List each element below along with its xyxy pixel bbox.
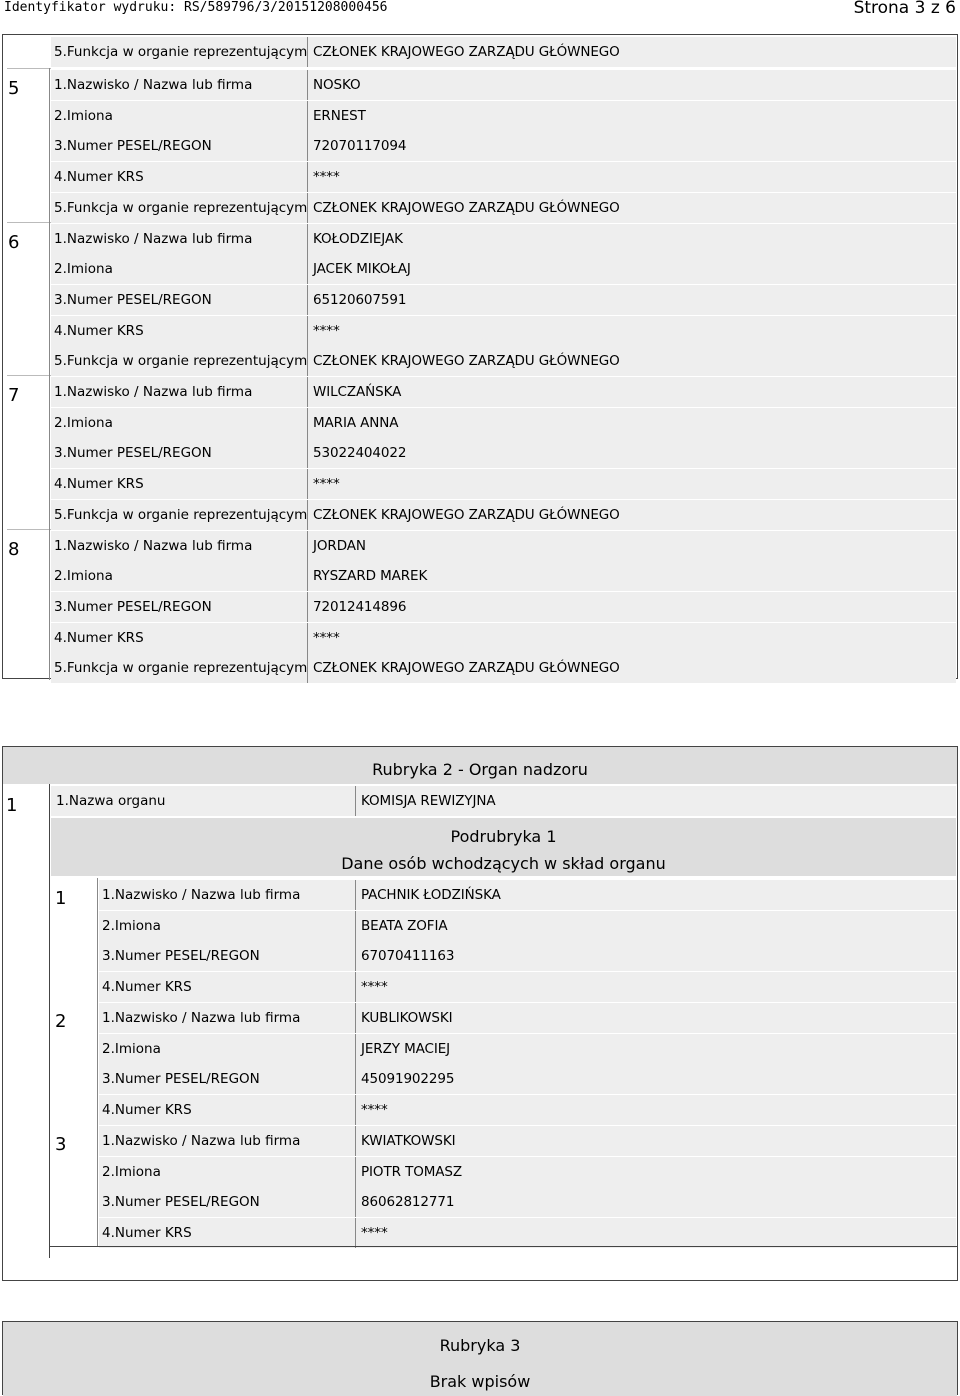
field-value: JERZY MACIEJ xyxy=(361,1040,451,1057)
field-value: KWIATKOWSKI xyxy=(361,1133,456,1149)
field-row xyxy=(51,193,956,223)
field-row xyxy=(99,972,956,1002)
organ-name-label: 1.Nazwa organu xyxy=(56,793,166,809)
field-row xyxy=(51,592,956,622)
field-value: CZŁONEK KRAJOWEGO ZARZĄDU GŁÓWNEGO xyxy=(313,660,620,677)
field-row xyxy=(99,1157,956,1187)
field-value: NOSKO xyxy=(313,77,361,93)
field-value: JORDAN xyxy=(313,537,366,554)
field-value: CZŁONEK KRAJOWEGO ZARZĄDU GŁÓWNEGO xyxy=(313,353,620,370)
field-row xyxy=(51,469,956,499)
field-row xyxy=(99,1003,956,1033)
field-value: JACEK MIKOŁAJ xyxy=(313,261,411,278)
podrubryka-band xyxy=(51,818,956,876)
field-row xyxy=(51,623,956,653)
rubryka-3-title: Rubryka 3 xyxy=(439,1336,521,1355)
field-value: **** xyxy=(361,1102,388,1119)
field-label: 1.Nazwisko / Nazwa lub firma xyxy=(54,77,253,93)
field-row xyxy=(51,346,956,376)
field-label: 5.Funkcja w organie reprezentującym xyxy=(54,199,308,216)
field-label: 3.Numer PESEL/REGON xyxy=(54,598,212,615)
field-label: 2.Imiona xyxy=(54,107,113,124)
field-row xyxy=(99,880,956,910)
field-value: 72070117094 xyxy=(313,138,407,155)
field-value: CZŁONEK KRAJOWEGO ZARZĄDU GŁÓWNEGO xyxy=(313,44,620,60)
organ-member-number: 3 xyxy=(55,1134,67,1155)
print-header xyxy=(0,0,960,18)
field-label: 4.Numer KRS xyxy=(54,476,144,493)
field-label: 5.Funkcja w organie reprezentującym xyxy=(54,353,308,370)
field-row xyxy=(51,316,956,346)
organ-number: 1 xyxy=(6,795,18,816)
field-row xyxy=(51,162,956,192)
field-value: KOŁODZIEJAK xyxy=(313,230,403,247)
field-value: BEATA ZOFIA xyxy=(361,917,448,934)
field-value: PACHNIK ŁODZIŃSKA xyxy=(361,887,501,903)
field-row xyxy=(99,911,956,941)
field-value: **** xyxy=(313,476,340,493)
field-label: 4.Numer KRS xyxy=(54,169,144,186)
field-row xyxy=(51,377,956,407)
field-value: **** xyxy=(361,979,388,996)
organ-name-row xyxy=(51,786,956,816)
field-label: 2.Imiona xyxy=(102,1040,161,1057)
field-row xyxy=(51,561,956,591)
field-value: ERNEST xyxy=(313,107,366,124)
field-value: WILCZAŃSKA xyxy=(313,384,402,400)
rubryka-2-title-band xyxy=(3,747,957,784)
field-label: 2.Imiona xyxy=(54,414,113,431)
field-value: CZŁONEK KRAJOWEGO ZARZĄDU GŁÓWNEGO xyxy=(313,506,620,523)
field-row xyxy=(51,37,956,67)
field-value: 72012414896 xyxy=(313,598,407,615)
field-value: **** xyxy=(313,629,340,646)
rubryka-2-title: Rubryka 2 - Organ nadzoru xyxy=(372,760,588,779)
podrubryka-subtitle: Dane osób wchodzących w skład organu xyxy=(341,854,666,873)
field-label: 5.Funkcja w organie reprezentującym xyxy=(54,506,308,523)
field-label: 4.Numer KRS xyxy=(102,979,192,996)
field-value: **** xyxy=(313,322,340,339)
field-label: 4.Numer KRS xyxy=(102,1225,192,1242)
field-label: 1.Nazwisko / Nazwa lub firma xyxy=(102,887,301,903)
field-label: 2.Imiona xyxy=(54,568,113,585)
podrubryka-title: Podrubryka 1 xyxy=(450,827,557,846)
field-row xyxy=(51,653,956,683)
rubryka-3-subtitle: Brak wpisów xyxy=(429,1372,531,1391)
member-number: 8 xyxy=(8,538,20,560)
field-label: 2.Imiona xyxy=(102,1163,161,1180)
rubryka-3-table xyxy=(2,1321,958,1395)
field-label: 1.Nazwisko / Nazwa lub firma xyxy=(102,1133,301,1149)
field-row xyxy=(99,1034,956,1064)
rubryka-3-title-band xyxy=(3,1322,957,1396)
field-row xyxy=(51,70,956,100)
field-label: 2.Imiona xyxy=(54,261,113,278)
field-value: **** xyxy=(313,169,340,186)
field-value: 45091902295 xyxy=(361,1071,455,1088)
field-value: RYSZARD MAREK xyxy=(313,568,428,585)
field-value: 65120607591 xyxy=(313,291,407,308)
field-value: KUBLIKOWSKI xyxy=(361,1010,453,1026)
field-row xyxy=(99,1095,956,1125)
field-label: 4.Numer KRS xyxy=(54,322,144,339)
organ-member-number: 1 xyxy=(55,888,67,909)
field-row xyxy=(51,101,956,131)
field-value: CZŁONEK KRAJOWEGO ZARZĄDU GŁÓWNEGO xyxy=(313,199,620,216)
field-row xyxy=(51,254,956,284)
field-row xyxy=(51,408,956,438)
field-value: 53022404022 xyxy=(313,445,407,462)
field-label: 2.Imiona xyxy=(102,917,161,934)
field-value: 67070411163 xyxy=(361,948,455,965)
field-value: PIOTR TOMASZ xyxy=(361,1163,463,1180)
field-row xyxy=(51,438,956,468)
organ-name-value: KOMISJA REWIZYJNA xyxy=(361,793,496,809)
board-members-table xyxy=(2,34,958,679)
member-number: 6 xyxy=(8,231,20,253)
field-row xyxy=(51,224,956,254)
field-label: 1.Nazwisko / Nazwa lub firma xyxy=(102,1010,301,1026)
field-label: 3.Numer PESEL/REGON xyxy=(102,948,260,965)
field-row xyxy=(99,941,956,971)
field-label: 1.Nazwisko / Nazwa lub firma xyxy=(54,537,253,554)
field-label: 5.Funkcja w organie reprezentującym xyxy=(54,44,308,60)
field-row xyxy=(99,1187,956,1217)
field-label: 3.Numer PESEL/REGON xyxy=(102,1071,260,1088)
field-label: 1.Nazwisko / Nazwa lub firma xyxy=(54,384,253,400)
field-row xyxy=(51,131,956,161)
field-row xyxy=(99,1064,956,1094)
field-label: 4.Numer KRS xyxy=(102,1102,192,1119)
rubryka-2-table xyxy=(2,746,958,1281)
field-label: 3.Numer PESEL/REGON xyxy=(102,1194,260,1211)
field-value: 86062812771 xyxy=(361,1194,455,1211)
member-number: 5 xyxy=(8,78,20,99)
organ-member-number: 2 xyxy=(55,1011,67,1032)
field-row xyxy=(51,531,956,561)
field-label: 4.Numer KRS xyxy=(54,629,144,646)
field-value: **** xyxy=(361,1225,388,1242)
field-label: 3.Numer PESEL/REGON xyxy=(54,445,212,462)
field-label: 3.Numer PESEL/REGON xyxy=(54,291,212,308)
print-identifier: Identyfikator wydruku: RS/589796/3/20151208000456 xyxy=(4,0,388,15)
field-label: 3.Numer PESEL/REGON xyxy=(54,138,212,155)
field-value: MARIA ANNA xyxy=(313,414,399,431)
field-label: 5.Funkcja w organie reprezentującym xyxy=(54,660,308,677)
field-row xyxy=(99,1218,956,1248)
field-label: 1.Nazwisko / Nazwa lub firma xyxy=(54,230,253,247)
field-row xyxy=(51,500,956,530)
member-number: 7 xyxy=(8,385,20,406)
field-row xyxy=(99,1126,956,1156)
page-number: Strona 3 z 6 xyxy=(853,0,956,18)
field-row xyxy=(51,285,956,315)
